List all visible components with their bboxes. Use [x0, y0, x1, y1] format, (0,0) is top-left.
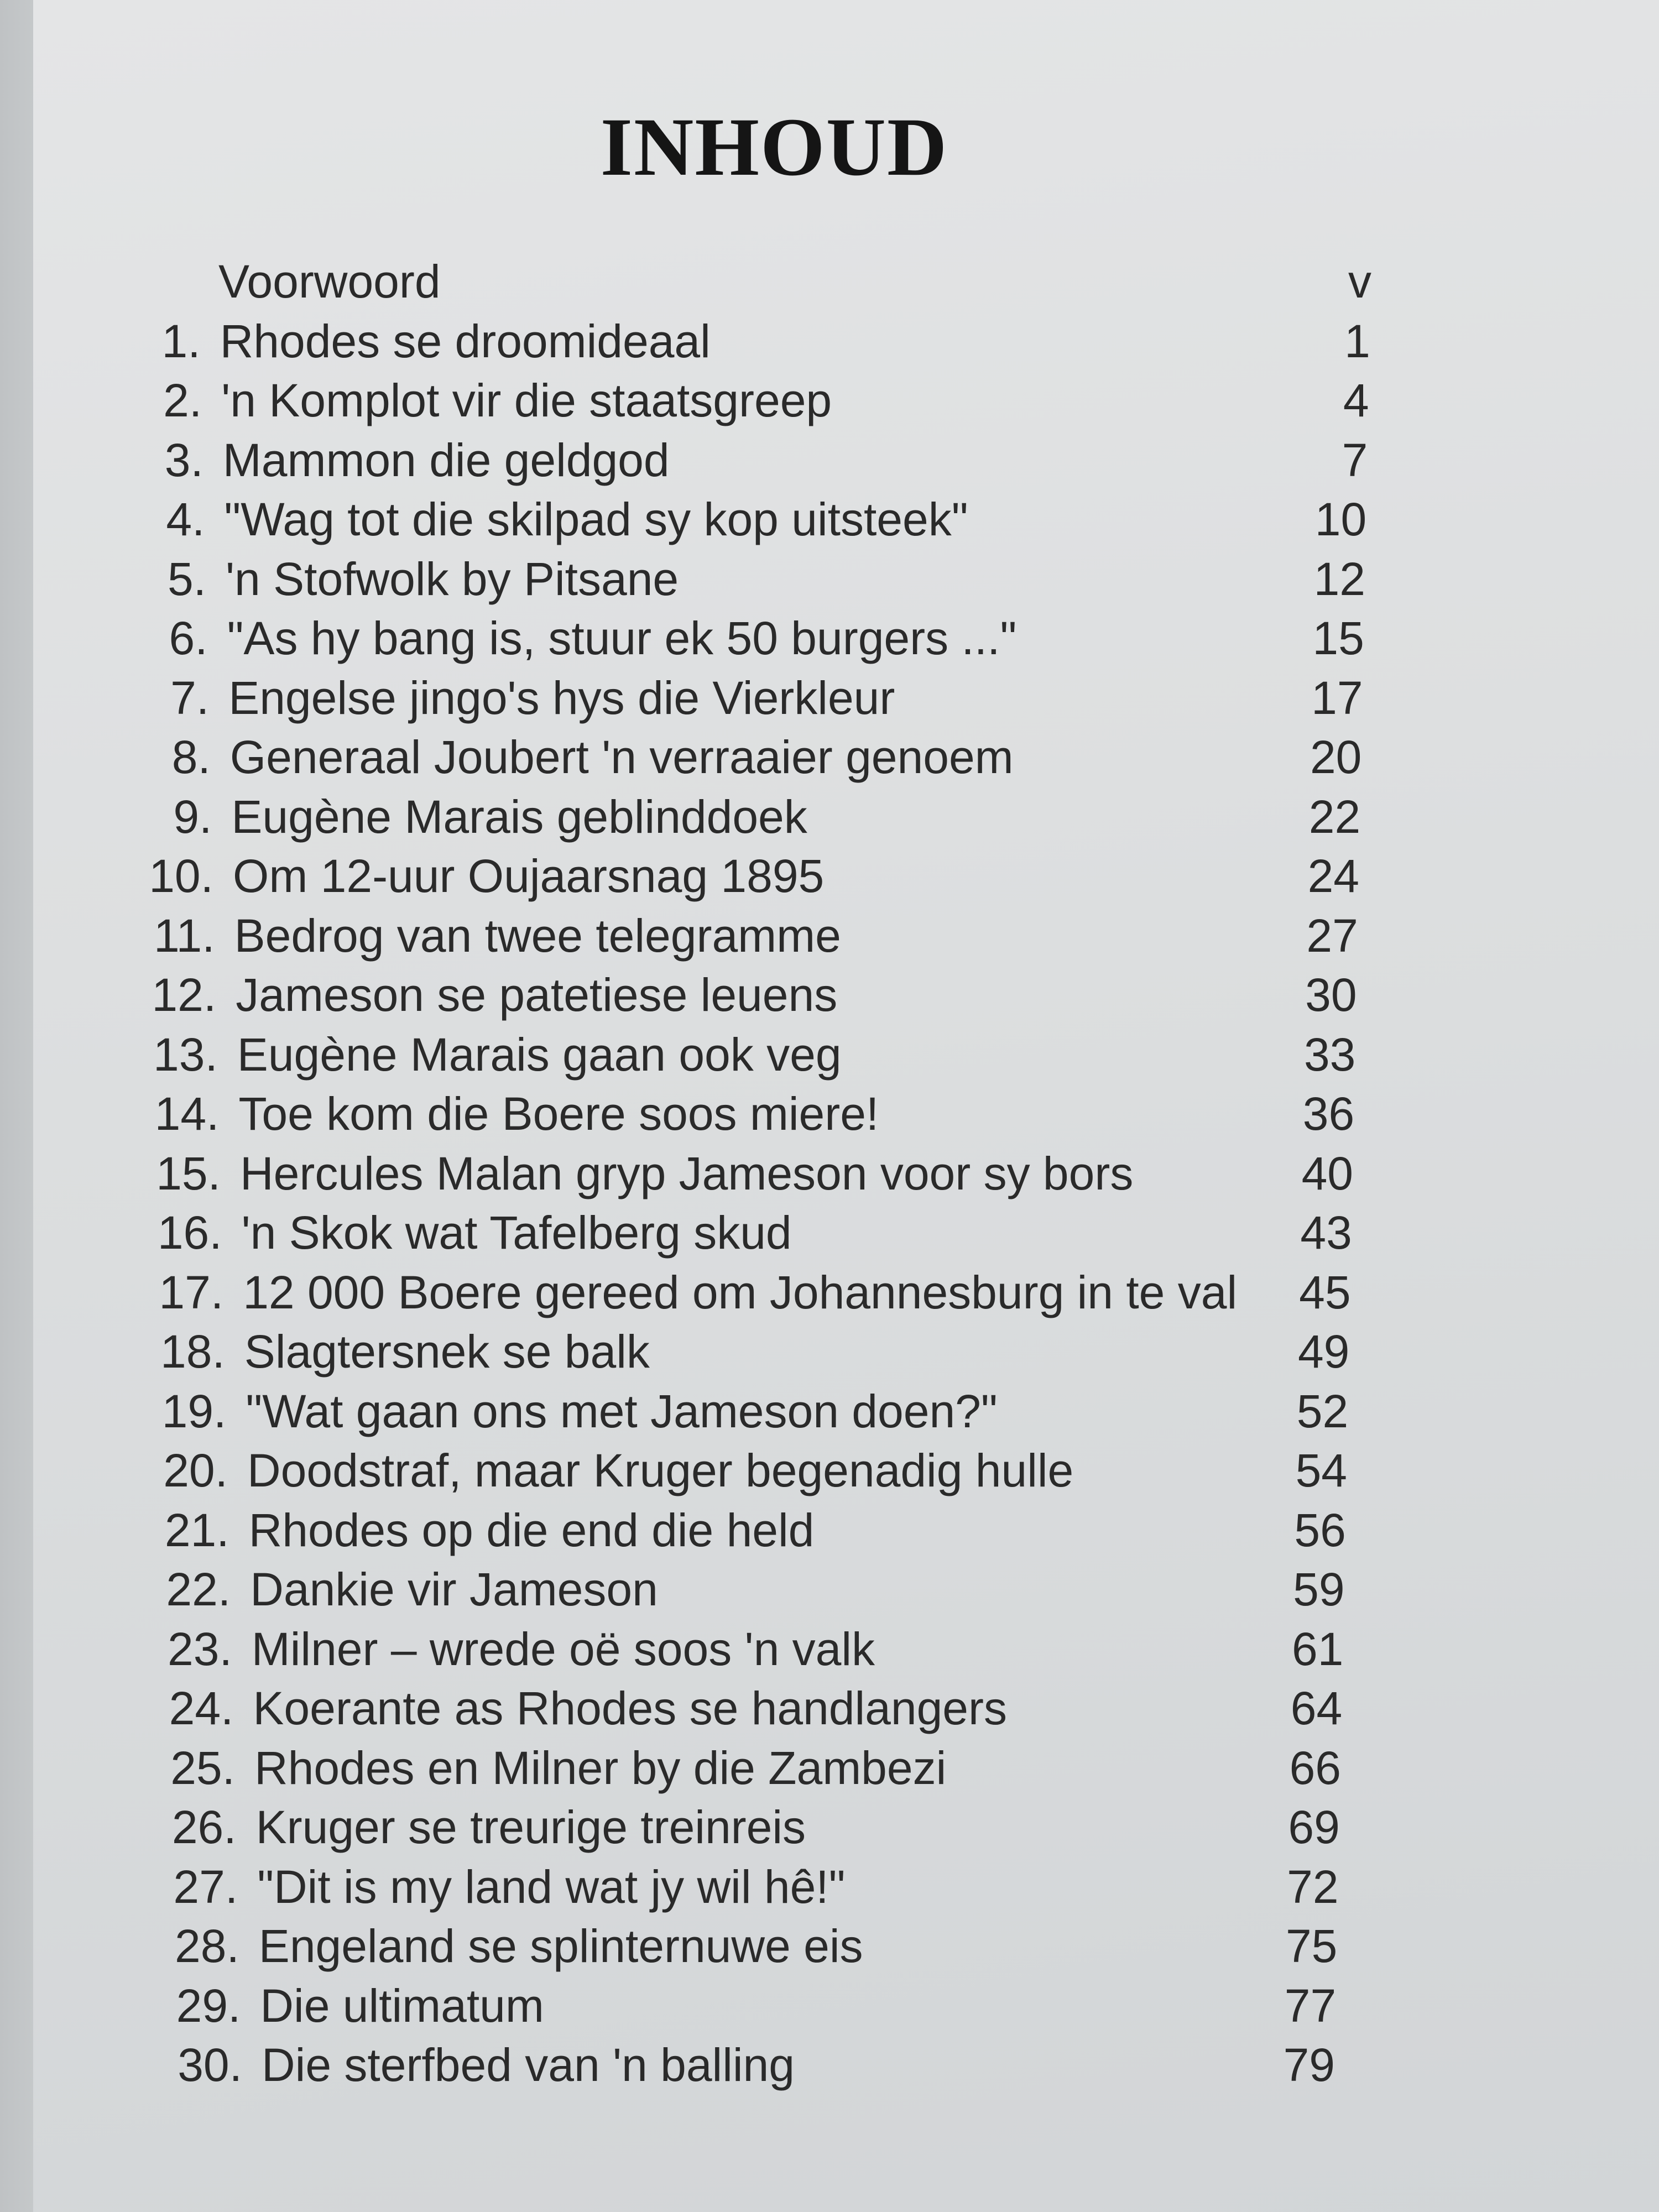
- toc-entry-title: Toe kom die Boere soos miere!: [238, 1088, 879, 1140]
- toc-entry-page: 72: [1287, 1860, 1339, 1913]
- toc-entry-page: v: [1348, 255, 1371, 307]
- toc-entry-number: 22.: [166, 1563, 231, 1615]
- toc-entry-title: Eugène Marais gaan ook veg: [237, 1028, 842, 1081]
- toc-entry-title: Jameson se patetiese leuens: [236, 969, 838, 1021]
- toc-entry-title: Generaal Joubert 'n verraaier genoem: [229, 731, 1014, 783]
- toc-entry-page: 22: [1308, 790, 1361, 843]
- toc-entry-number: 18.: [160, 1326, 225, 1378]
- toc-entry-number: 28.: [175, 1920, 239, 1972]
- toc-entry-page: 66: [1289, 1741, 1341, 1794]
- toc-entry: [33, 2035, 1659, 2095]
- toc-entry: [33, 252, 1659, 311]
- toc-entry: [33, 1025, 1659, 1084]
- toc-entry-number: 8.: [171, 731, 211, 783]
- toc-entry-title: Hercules Malan gryp Jameson voor sy bors: [240, 1147, 1134, 1199]
- toc-entry-title: Engelse jingo's hys die Vierkleur: [228, 671, 895, 724]
- toc-entry: [33, 1144, 1659, 1203]
- toc-entry-title: Rhodes op die end die held: [248, 1504, 815, 1556]
- toc-entry: [33, 846, 1659, 906]
- toc-entry-page: 12: [1313, 552, 1365, 605]
- toc-entry-title: "Wag tot die skilpad sy kop uitsteek": [224, 493, 968, 545]
- toc-entry-number: 3.: [164, 434, 204, 486]
- toc-entry: [33, 906, 1659, 966]
- toc-entry-number: 21.: [164, 1504, 229, 1556]
- toc-entry: [33, 668, 1659, 728]
- toc-entry: [33, 965, 1659, 1025]
- toc-entry-number: 26.: [171, 1801, 237, 1853]
- toc-entry-title: 'n Skok wat Tafelberg skud: [241, 1207, 792, 1259]
- toc-entry: [33, 1203, 1659, 1262]
- toc-entry-number: 15.: [156, 1147, 221, 1199]
- toc-entry-number: 24.: [169, 1682, 234, 1734]
- toc-entry-page: 77: [1284, 1979, 1337, 2032]
- toc-entry-title: Kruger se treurige treinreis: [255, 1801, 806, 1853]
- toc-entry-number: 6.: [169, 612, 208, 664]
- toc-entry-title: "Dit is my land wat jy wil hê!": [257, 1860, 846, 1913]
- toc-entry-number: 1.: [161, 315, 201, 367]
- toc-entry-page: 33: [1303, 1028, 1356, 1081]
- toc-entry-number: 30.: [178, 2039, 242, 2091]
- toc-entry-title: Engeland se splinternuwe eis: [258, 1920, 863, 1972]
- toc-entry-page: 4: [1343, 374, 1369, 426]
- toc-entry: [33, 1916, 1659, 1976]
- toc-entry-number: 17.: [159, 1266, 224, 1318]
- toc-entry-page: 1: [1344, 315, 1370, 367]
- toc-entry-title: Die sterfbed van 'n balling: [262, 2039, 795, 2091]
- toc-entry-page: 56: [1294, 1504, 1346, 1556]
- toc-entry-title: 12 000 Boere gereed om Johannesburg in te val: [243, 1266, 1238, 1318]
- toc-entry-number: 14.: [154, 1088, 220, 1140]
- toc-entry: [33, 549, 1659, 609]
- toc-entry-page: 17: [1311, 671, 1363, 724]
- toc-entry-title: Koerante as Rhodes se handlangers: [253, 1682, 1007, 1734]
- toc-entry-page: 15: [1312, 612, 1364, 664]
- toc-entry-title: Om 12-uur Oujaarsnag 1895: [233, 850, 825, 902]
- toc-entry-number: 5.: [167, 552, 206, 605]
- toc-entry-page: 49: [1297, 1326, 1350, 1378]
- toc-entry: [33, 1322, 1659, 1381]
- toc-entry-title: Bedrog van twee telegramme: [234, 909, 841, 962]
- toc-entry-number: 4.: [166, 493, 205, 545]
- toc-entry-number: 7.: [170, 671, 210, 724]
- toc-entry-page: 43: [1300, 1207, 1352, 1259]
- toc-entry-number: 20.: [163, 1444, 228, 1496]
- toc-entry-page: 61: [1291, 1623, 1344, 1675]
- toc-entry-number: 10.: [149, 850, 213, 902]
- toc-entry-number: 12.: [152, 969, 217, 1021]
- page-title: INHOUD: [600, 101, 948, 193]
- toc-entry-page: 27: [1306, 909, 1358, 962]
- toc-entry-page: 54: [1295, 1444, 1347, 1496]
- toc-entry: [33, 1500, 1659, 1560]
- toc-entry-page: 36: [1302, 1088, 1355, 1140]
- toc-entry-number: 25.: [170, 1741, 235, 1794]
- toc-entry: [33, 1619, 1659, 1679]
- toc-entry: [33, 1381, 1659, 1441]
- toc-entry-title: Rhodes en Milner by die Zambezi: [254, 1741, 947, 1794]
- toc-entry: [33, 430, 1659, 490]
- toc-entry-number: 29.: [176, 1979, 241, 2032]
- toc-entry-page: 20: [1310, 731, 1362, 783]
- toc-entry-title: Rhodes se droomideaal: [220, 315, 711, 367]
- toc-entry: [33, 727, 1659, 787]
- toc-entry-title: "Wat gaan ons met Jameson doen?": [246, 1385, 998, 1437]
- toc-entry: [33, 489, 1659, 549]
- toc-entry-page: 69: [1288, 1801, 1340, 1853]
- toc-entry-title: Mammon die geldgod: [222, 434, 670, 486]
- toc-entry-title: Doodstraf, maar Kruger begenadig hulle: [247, 1444, 1074, 1496]
- toc-entry-title: Eugène Marais geblinddoek: [231, 790, 807, 843]
- toc-entry-number: 13.: [153, 1028, 218, 1081]
- toc-entry: [33, 1976, 1659, 2036]
- toc-entry-page: 40: [1301, 1147, 1353, 1199]
- toc-entry-title: Die ultimatum: [260, 1979, 544, 2032]
- toc-entry-title: 'n Stofwolk by Pitsane: [226, 552, 679, 605]
- toc-entry-page: 79: [1283, 2039, 1335, 2091]
- toc-entry-title: 'n Komplot vir die staatsgreep: [221, 374, 832, 426]
- toc-entry-number: 27.: [173, 1860, 238, 1913]
- toc-entry-number: 11.: [154, 909, 215, 962]
- toc-entry: [33, 1857, 1659, 1917]
- toc-entry: [33, 1262, 1659, 1322]
- toc-entry: [33, 311, 1659, 371]
- toc-entry-page: 52: [1296, 1385, 1349, 1437]
- toc-entry-number: 2.: [163, 374, 202, 426]
- toc-entry-title: Slagtersnek se balk: [244, 1326, 650, 1378]
- toc-entry: [33, 787, 1659, 847]
- toc-entry: [33, 1559, 1659, 1619]
- toc-entry: [33, 608, 1659, 668]
- toc-entry-page: 24: [1307, 850, 1359, 902]
- book-page: [33, 0, 1659, 2212]
- toc-entry-title: Milner – wrede oë soos 'n valk: [251, 1623, 875, 1675]
- toc-entry: [33, 1678, 1659, 1738]
- toc-entry-page: 30: [1305, 969, 1357, 1021]
- toc-entry-title: "As hy bang is, stuur ek 50 burgers ...": [227, 612, 1017, 664]
- toc-entry-page: 7: [1342, 434, 1368, 486]
- toc-entry: [33, 1084, 1659, 1144]
- toc-entry-number: 9.: [173, 790, 212, 843]
- table-of-contents: [33, 252, 1659, 2091]
- toc-entry-title: Voorwoord: [218, 255, 441, 307]
- toc-entry-title: Dankie vir Jameson: [250, 1563, 658, 1615]
- toc-entry-number: 19.: [161, 1385, 227, 1437]
- toc-entry: [33, 1441, 1659, 1500]
- toc-entry: [33, 1738, 1659, 1798]
- toc-entry-page: 10: [1314, 493, 1367, 545]
- toc-entry: [33, 371, 1659, 430]
- toc-entry-page: 45: [1299, 1266, 1351, 1318]
- toc-entry-page: 75: [1285, 1920, 1338, 1972]
- toc-entry: [33, 1797, 1659, 1857]
- toc-entry-page: 64: [1290, 1682, 1343, 1734]
- toc-entry-number: 23.: [168, 1623, 232, 1675]
- toc-entry-number: 16.: [157, 1207, 222, 1259]
- toc-entry-page: 59: [1293, 1563, 1345, 1615]
